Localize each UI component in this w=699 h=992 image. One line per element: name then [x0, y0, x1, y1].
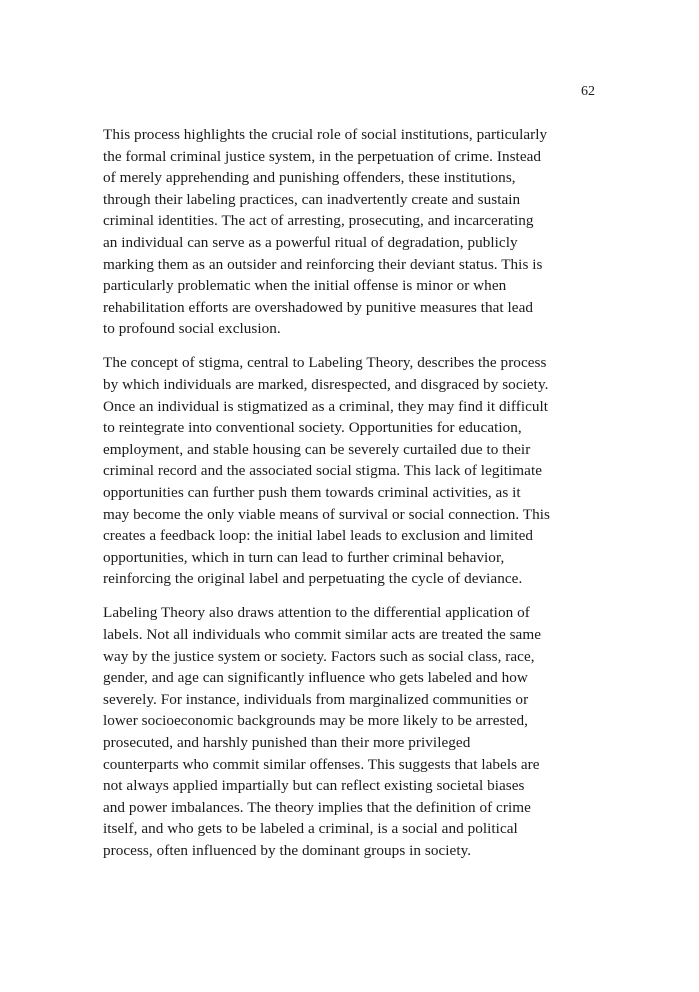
text-line: process, often influenced by the dominant groups in society.: [103, 842, 472, 859]
text-line: the formal criminal justice system, in the perpetuation of crime. Instead: [103, 147, 542, 165]
text-line: by which individuals are marked, disrespected, and disgraced by society.: [103, 376, 549, 394]
text-line: rehabilitation efforts are overshadowed by punitive measures that lead: [103, 298, 534, 316]
text-line: counterparts who commit similar offenses. This suggests that labels are: [103, 755, 540, 773]
page-number: 62: [581, 84, 595, 99]
text-line: reinforcing the original label and perpetuating the cycle of deviance.: [103, 570, 523, 588]
text-line: The concept of stigma, central to Labeling Theory, describes the process: [103, 354, 547, 372]
text-line: may become the only viable means of survival or social connection. This: [103, 505, 550, 523]
body-text: [103, 124, 603, 874]
text-line: through their labeling practices, can inadvertently create and sustain: [103, 190, 521, 208]
text-line: labels. Not all individuals who commit similar acts are treated the same: [103, 626, 542, 644]
paragraph: [103, 602, 603, 861]
text-line: way by the justice system or society. Factors such as social class, race,: [103, 647, 535, 665]
text-line: of merely apprehending and punishing offenders, these institutions,: [103, 169, 516, 187]
text-line: Once an individual is stigmatized as a criminal, they may find it difficult: [103, 397, 549, 415]
text-line: Labeling Theory also draws attention to the differential application of: [103, 604, 530, 622]
text-line: prosecuted, and harshly punished than their more privileged: [103, 734, 471, 752]
text-line: employment, and stable housing can be severely curtailed due to their: [103, 440, 531, 458]
text-line: and power imbalances. The theory implies that the definition of crime: [103, 798, 531, 816]
text-line: This process highlights the crucial role of social institutions, particularly: [103, 126, 548, 143]
text-line: criminal record and the associated social stigma. This lack of legitimate: [103, 462, 543, 480]
text-line: opportunities can further push them towards criminal activities, as it: [103, 484, 521, 501]
text-line: itself, and who gets to be labeled a criminal, is a social and political: [103, 820, 518, 838]
text-line: creates a feedback loop: the initial label leads to exclusion and limited: [103, 527, 534, 545]
text-line: gender, and age can significantly influence who gets labeled and how: [103, 669, 528, 687]
text-line: criminal identities. The act of arresting, prosecuting, and incarcerating: [103, 212, 534, 230]
text-line: particularly problematic when the initial offense is minor or when: [103, 277, 507, 295]
text-line: to reintegrate into conventional society. Opportunities for education,: [103, 419, 522, 437]
paragraph: [103, 124, 603, 340]
text-line: severely. For instance, individuals from marginalized communities or: [103, 690, 529, 708]
paragraph: [103, 352, 603, 590]
text-line: opportunities, which in turn can lead to further criminal behavior,: [103, 548, 505, 566]
text-line: to profound social exclusion.: [103, 320, 281, 338]
text-line: marking them as an outsider and reinforcing their deviant status. This is: [103, 255, 543, 273]
text-line: lower socioeconomic backgrounds may be more likely to be arrested,: [103, 712, 529, 730]
text-line: not always applied impartially but can reflect existing societal biases: [103, 777, 525, 795]
text-line: an individual can serve as a powerful ritual of degradation, publicly: [103, 233, 518, 251]
